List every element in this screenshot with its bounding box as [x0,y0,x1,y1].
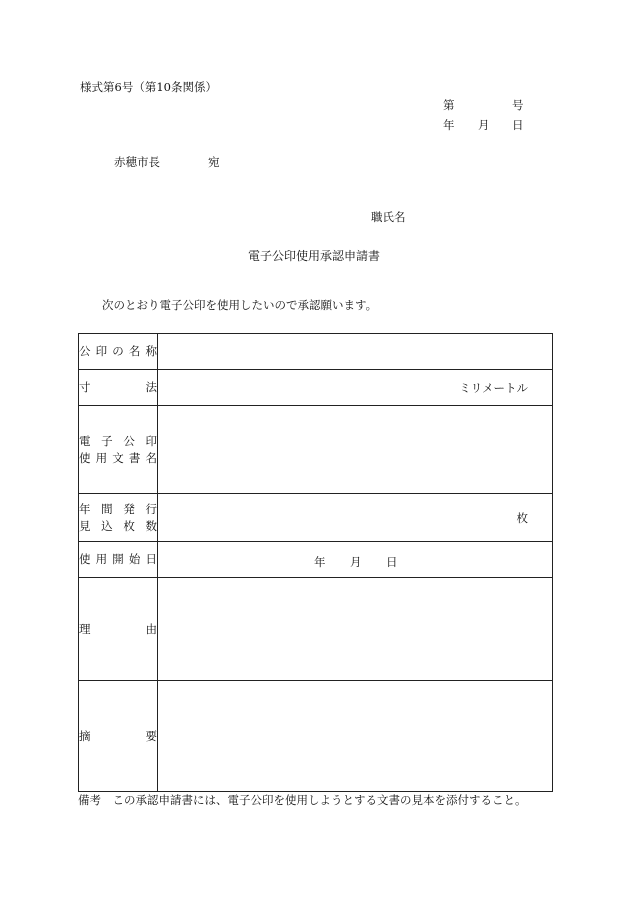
table-row-start-date [79,542,553,578]
dimensions-label-line1: 寸 法 [79,380,157,394]
seal-name-label [79,334,158,370]
annual-count-unit: 枚 [516,510,528,525]
remark-note: 備考 この承認申請書には、電子公印を使用しようとする文書の見本を添付すること。 [78,793,527,807]
date-year-label: 年 [443,118,455,132]
table-row-annual-count [79,494,553,542]
intro-text: 次のとおり電子公印を使用したいので承認願います。 [102,298,378,312]
reason-label-line1: 理 由 [79,621,157,636]
date-day-label: 日 [512,118,524,132]
applicant-label: 職氏名 [371,210,406,224]
start-date-year: 年 [314,554,326,569]
table-row-summary [79,681,553,792]
dimensions-value[interactable] [158,370,553,406]
document-number-suffix: 号 [512,98,524,112]
addressee-suffix: 宛 [208,155,220,169]
table-row-reason [79,578,553,681]
document-name-label-line1: 電子公印 [79,433,157,448]
annual-count-label-line2: 見込枚数 [79,518,157,533]
summary-label-line1: 摘 要 [79,728,157,743]
table-row-seal-name [79,334,553,370]
document-name-value[interactable] [158,406,553,494]
start-date-month: 月 [350,554,362,569]
annual-count-value[interactable] [158,494,553,542]
document-title: 電子公印使用承認申請書 [248,249,381,263]
reason-label [79,578,158,681]
seal-name-value[interactable] [158,334,553,370]
reason-value[interactable] [158,578,553,681]
document-name-label-line2: 使用文書名 [79,450,157,465]
addressee-name: 赤穂市長 [114,155,160,169]
start-date-day: 日 [386,554,398,569]
start-date-label [79,542,158,578]
seal-name-label-line1: 公印の名称 [79,344,157,358]
dimensions-unit: ミリメートル [459,380,528,395]
document-number-prefix: 第 [443,98,455,112]
annual-count-label-line1: 年間発行 [79,501,157,516]
date-month-label: 月 [478,118,490,132]
application-table [78,333,553,792]
form-number: 様式第6号（第10条関係） [80,80,217,94]
table-row-document-name [79,406,553,494]
dimensions-label [79,370,158,406]
start-date-label-line1: 使用開始日 [79,552,157,566]
summary-label [79,681,158,792]
summary-value[interactable] [158,681,553,792]
start-date-value[interactable] [158,542,553,578]
document-name-label [79,406,158,494]
annual-count-label [79,494,158,542]
table-row-dimensions [79,370,553,406]
